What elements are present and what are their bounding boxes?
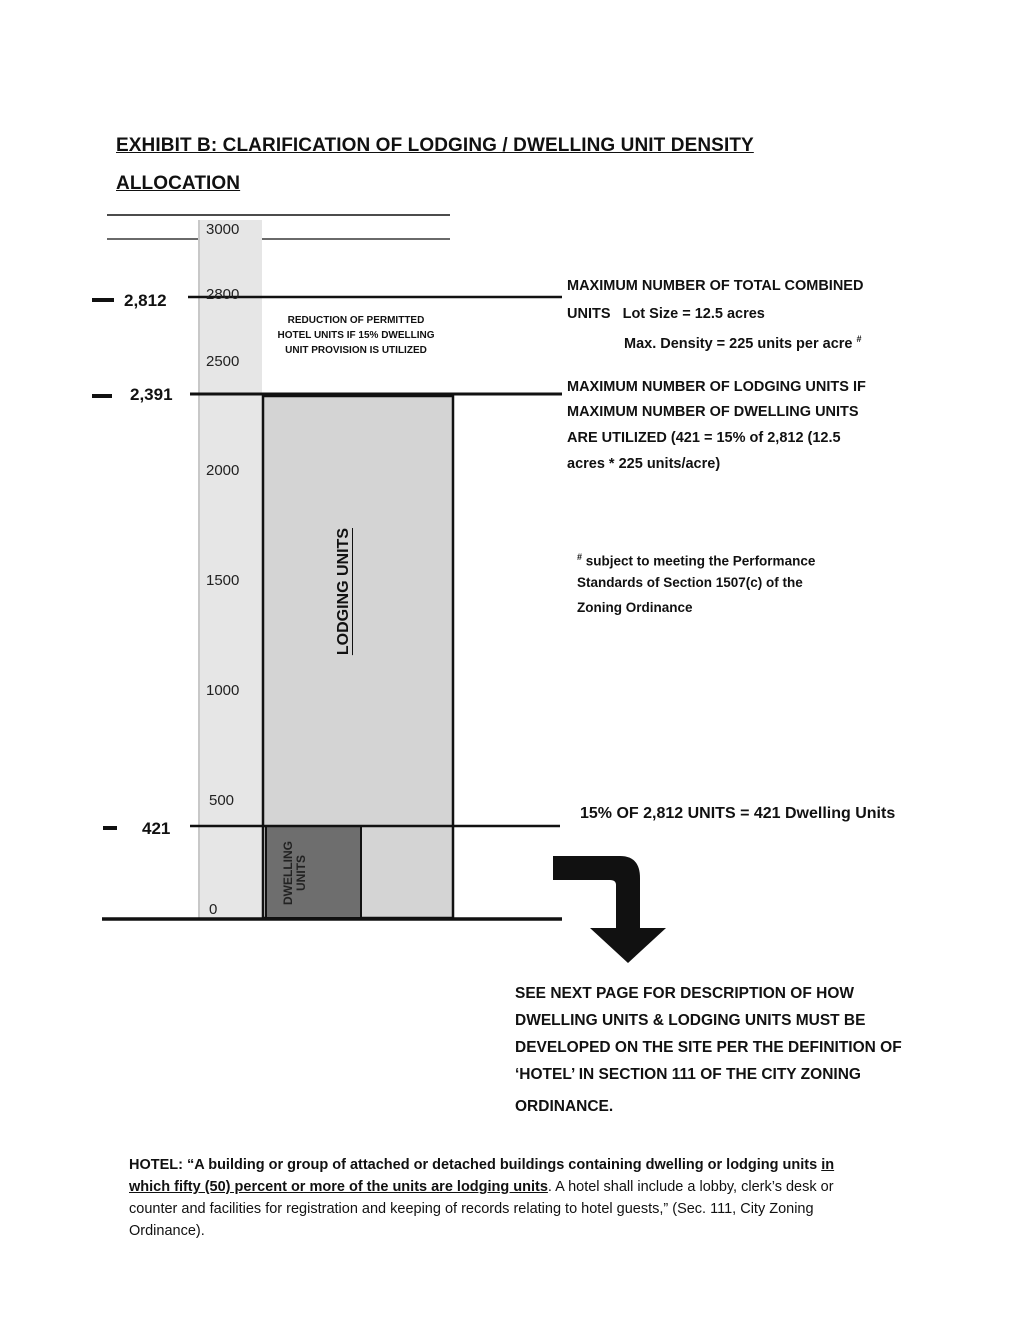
tick-500: 500 [209, 792, 235, 809]
footnote-line2: Standards of Section 1507(c) of the [577, 575, 803, 590]
marker-dash-421 [103, 826, 117, 830]
see-next-line1: SEE NEXT PAGE FOR DESCRIPTION OF HOW [515, 985, 855, 1002]
reduction-label: REDUCTION OF PERMITTED HOTEL UNITS IF 15% DWELLING UNIT PROVISION IS UTILIZED [277, 315, 435, 356]
hotel-quote-underlined: in which fifty (50) percent or more of the units are lodging units [129, 1157, 835, 1195]
hotel-quote-bold: “A building or group of attached or detached buildings containing dwelling or lodging units [187, 1157, 818, 1173]
tick-2000: 2000 [206, 462, 240, 479]
marker-label-max-lodging: 2,391 [130, 385, 173, 404]
hotel-label: HOTEL: [129, 1157, 183, 1173]
max-lodging-note-line3: ARE UTILIZED (421 = 15% of 2,812 (12.5 [567, 430, 841, 446]
max-density-footnote-mark: # [856, 334, 862, 344]
marker-label-max-total: 2,812 [124, 291, 167, 310]
marker-label-dwelling: 421 [142, 819, 171, 838]
exhibit-title-line1: EXHIBIT B: CLARIFICATION OF LODGING / DWELLING UNIT DENSITY [116, 135, 754, 156]
footnote-line3: Zoning Ordinance [577, 600, 693, 615]
see-next-line2: DWELLING UNITS & LODGING UNITS MUST BE [515, 1012, 866, 1029]
tick-2800: 2800 [206, 286, 240, 303]
tick-1500: 1500 [206, 572, 240, 589]
tick-0: 0 [209, 901, 218, 918]
hotel-definition [129, 1154, 879, 1242]
marker-dash-2391 [92, 394, 112, 398]
max-lodging-note-line1: MAXIMUM NUMBER OF LODGING UNITS IF [567, 379, 866, 395]
turn-arrow-icon [553, 856, 666, 963]
lodging-units-label: LODGING UNITS [335, 528, 352, 656]
max-total-note-line1: MAXIMUM NUMBER OF TOTAL COMBINED [567, 278, 864, 294]
dwelling-note: 15% OF 2,812 UNITS = 421 Dwelling Units [580, 805, 896, 822]
tick-3000: 3000 [206, 221, 240, 238]
max-total-note-line3 [624, 326, 862, 357]
tick-2500: 2500 [206, 353, 240, 370]
footnote-mark: # [577, 552, 583, 562]
see-next-line4: ‘HOTEL’ IN SECTION 111 OF THE CITY ZONING [515, 1066, 861, 1083]
footnote-text-1: subject to meeting the Performance [585, 553, 816, 569]
max-total-note-line2: UNITS Lot Size = 12.5 acres [567, 306, 765, 322]
hotel-quote-rest: . A hotel shall include a lobby, clerk’s desk or counter and facilities for registration and keeping of records relating to hotel guests,” (Sec. 111, City Zoning Ordinance). [129, 1179, 834, 1239]
tick-1000: 1000 [206, 682, 240, 699]
see-next-line3: DEVELOPED ON THE SITE PER THE DEFINITION OF [515, 1039, 902, 1056]
marker-dash-2812 [92, 298, 114, 302]
max-lodging-note-line4: acres * 225 units/acre) [567, 456, 721, 472]
see-next-line5: ORDINANCE. [515, 1098, 614, 1115]
dwelling-units-label: DWELLING UNITS [281, 841, 308, 905]
max-lodging-note-line2: MAXIMUM NUMBER OF DWELLING UNITS [567, 404, 859, 420]
axis-band [198, 220, 262, 920]
max-density-text: Max. Density = 225 units per acre [624, 335, 853, 352]
exhibit-title-line2: ALLOCATION [116, 173, 241, 194]
